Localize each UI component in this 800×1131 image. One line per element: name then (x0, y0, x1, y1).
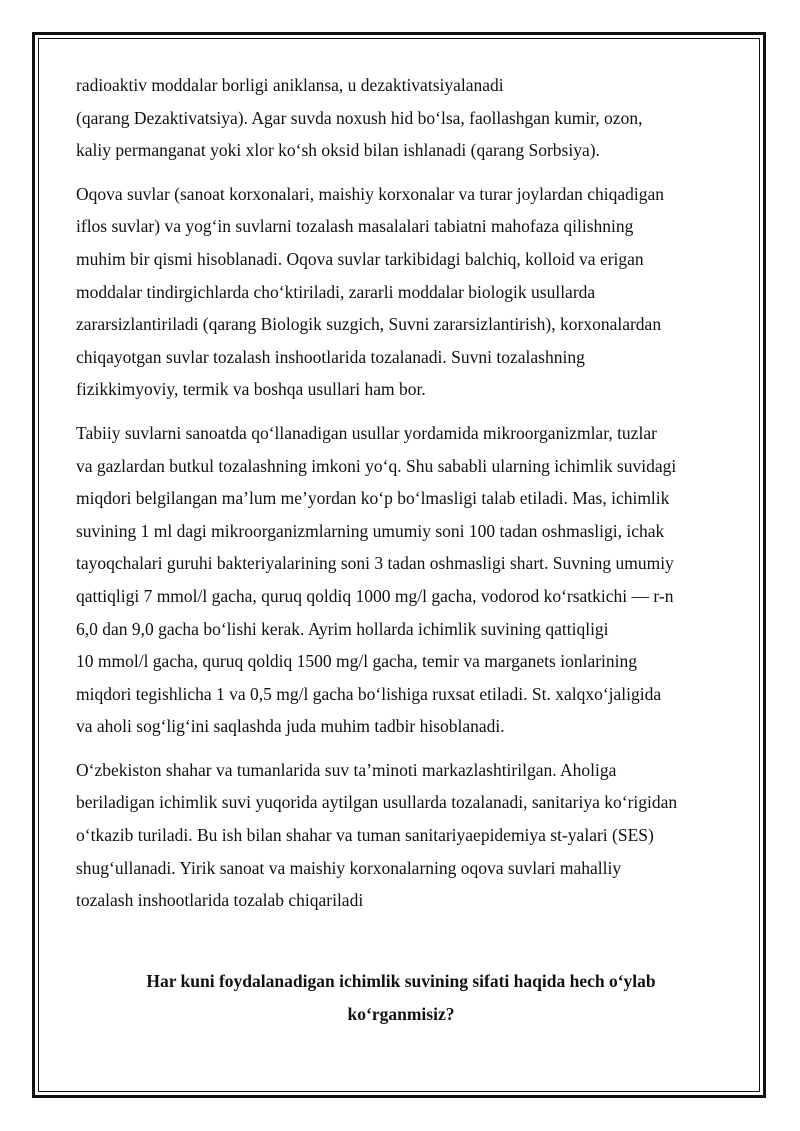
text-line: beriladigan ichimlik suvi yuqorida aytilgan usullarda tozalanadi, sanitariya ko‘rigidan (76, 792, 678, 813)
text-line: Oqova suvlar (sanoat korxonalari, maishiy korxonalar va turar joylardan chiqadigan (76, 183, 665, 204)
text-line: o‘tkazib turiladi. Bu ish bilan shahar va tuman sanitariyaepidemiya st-yalari (SES) (76, 825, 654, 846)
text-line: muhim bir qismi hisoblanadi. Oqova suvlar tarkibidagi balchiq, kolloid va erigan (76, 248, 644, 269)
text-line: radioaktiv moddalar borligi aniklansa, u dezaktivatsiyalanadi (76, 75, 504, 95)
text-line: (qarang Dezaktivatsiya). Agar suvda noxush hid bo‘lsa, faollashgan kumir, ozon, (76, 107, 643, 128)
closing-question-line-2: ko‘rganmisiz? (347, 1004, 455, 1024)
text-line: shug‘ullanadi. Yirik sanoat va maishiy korxonalarning oqova suvlari mahalliy (76, 857, 622, 878)
text-line: tayoqchalari guruhi bakteriyalarining soni 3 tadan oshmasligi shart. Suvning umumiy (76, 553, 674, 574)
text-line: va gazlardan butkul tozalashning imkoni yo‘q. Shu sababli ularning ichimlik suvidagi (76, 455, 677, 476)
text-line: 6,0 dan 9,0 gacha bo‘lishi kerak. Ayrim hollarda ichimlik suvining qattiqligi (76, 618, 609, 639)
text-line: Tabiiy suvlarni sanoatda qo‘llanadigan usullar yordamida mikroorganizmlar, tuzlar (76, 422, 657, 443)
text-line: tozalash inshootlarida tozalab chiqariladi (76, 890, 364, 911)
paragraph-2 (76, 178, 726, 406)
text-line: qattiqligi 7 mmol/l gacha, quruq qoldiq 1000 mg/l gacha, vodorod ko‘rsatkichi — r-n (76, 585, 674, 606)
paragraph-4 (76, 754, 726, 917)
document-body (76, 69, 726, 928)
text-line: suvining 1 ml dagi mikroorganizmlarning umumiy soni 100 tadan oshmasligi, ichak (76, 520, 665, 541)
closing-question-line-1: Har kuni foydalanadigan ichimlik suvining sifati haqida hech o‘ylab (146, 971, 656, 991)
text-line: zararsizlantiriladi (qarang Biologik suzgich, Suvni zararsizlantirish), korxonalardan (76, 314, 662, 335)
text-line: fizikkimyoviy, termik va boshqa usullari ham bor. (76, 379, 426, 400)
text-line: kaliy permanganat yoki xlor ko‘sh oksid bilan ishlanadi (qarang Sorbsiya). (76, 140, 600, 161)
paragraph-3 (76, 417, 726, 743)
text-line: miqdori tegishlicha 1 va 0,5 mg/l gacha bo‘lishiga ruxsat etiladi. St. xalqxo‘jaligida (76, 683, 662, 704)
text-line: 10 mmol/l gacha, quruq qoldiq 1500 mg/l gacha, temir va marganets ionlarining (76, 651, 638, 672)
text-line: iflos suvlar) va yog‘in suvlarni tozalash masalalari tabiatni mahofaza qilishning (76, 216, 634, 237)
text-line: miqdori belgilangan ma’lum me’yordan ko‘p bo‘lmasligi talab etiladi. Mas, ichimlik (76, 488, 670, 509)
paragraph-1 (76, 69, 726, 167)
text-line: O‘zbekiston shahar va tumanlarida suv ta’minoti markazlashtirilgan. Aholiga (76, 759, 617, 780)
closing-question (76, 965, 726, 1031)
text-line: va aholi sog‘lig‘ini saqlashda juda muhim tadbir hisoblanadi. (76, 716, 505, 737)
text-line: chiqayotgan suvlar tozalash inshootlarida tozalanadi. Suvni tozalashning (76, 346, 585, 367)
text-line: moddalar tindirgichlarda cho‘ktiriladi, zararli moddalar biologik usullarda (76, 281, 596, 302)
